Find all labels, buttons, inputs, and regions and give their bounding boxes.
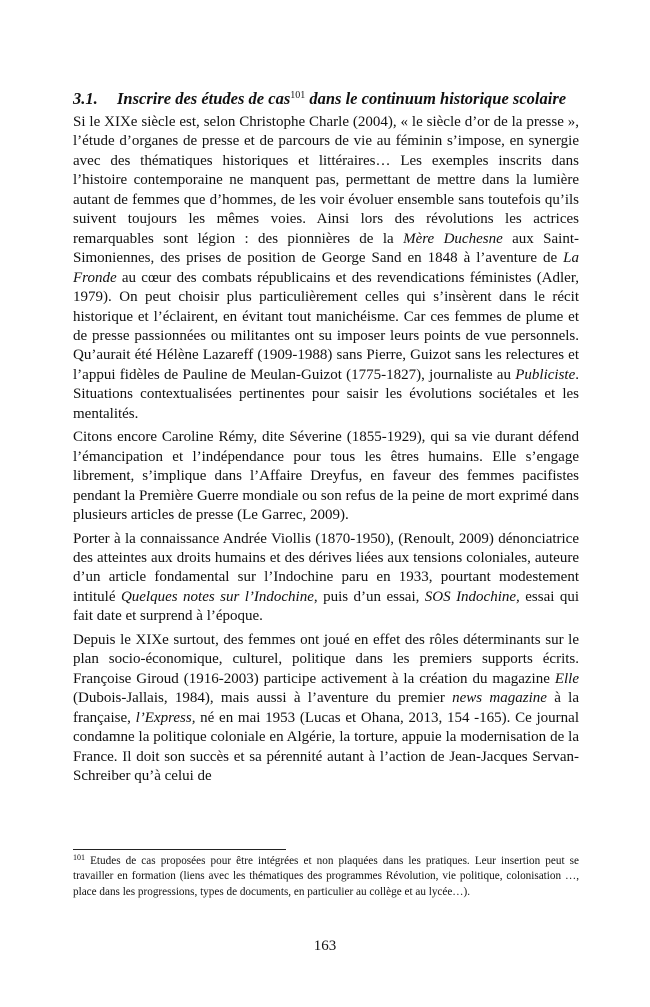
footnote [73, 854, 579, 900]
paragraph [73, 113, 579, 424]
paragraph [73, 530, 579, 627]
section-title-end: dans le continuum historique scolaire [305, 89, 567, 108]
text-run: Si le XIXe siècle est, selon Christophe Charle (2004), « le siècle d’or de la presse », l’étude d’organes de presse et de parcours de vie au féminin s’impose, en synergie avec des thématiques historiques et littéraires… Les exemples inscrits dans l’histoire contemporaine ne manquent pas, permettant de mettre dans la lumière autant de femmes que d’hommes, de les voir évoluer ensemble sans toutefois qu’ils suivent toujours les mêmes voies. Ainsi lors des révolutions les actrices remarquables sont légion : des pionnières de la [73, 114, 579, 247]
text-run: , puis d’un essai, [313, 588, 425, 605]
section-title [117, 88, 566, 109]
footnote-number: 101 [73, 853, 85, 862]
text-run: . Situations contextualisées pertinentes pour saisir les évolutions sociétales et les mentalités. [73, 366, 579, 422]
page-content [73, 88, 579, 790]
footnote-text: Etudes de cas proposées pour être intégrées et non plaquées dans les pratiques. Leur insertion peut se travailler en formation (liens avec les thématiques des programmes Révolution, vie politique, colonisation …, place dans les progressions, types de documents, en particulier au collège et au lycée…). [73, 855, 579, 898]
text-run: à la française, [73, 690, 579, 726]
text-run: Porter à la connaissance Andrée Viollis (1870-1950), (Renoult, 2009) dénonciatrice des atteintes aux droits humains et des dérives liées aux tensions coloniales, auteure d’un article fondamental sur l’Indochine paru en 1933, pourtant modestement intitulé [73, 530, 579, 605]
section-heading [73, 88, 579, 109]
section-title-start: Inscrire des études de cas [117, 89, 291, 108]
text-run: né en mai 1953 (Lucas et Ohana, 2013, 154 -165). Ce journal condamne la politique coloniale en Algérie, la torture, appuie la modernisation de la France. Il doit son succès et sa pérennité autant à l’action de Jean-Jacques Servan-Schreiber qu’à celui de [73, 709, 579, 784]
text-run: Depuis le XIXe surtout, des femmes ont joué en effet des rôles déterminants sur le plan socio-économique, culturel, politique dans les premiers supports écrits. Françoise Giroud (1916-2003) participe activement à la création du magazine [73, 631, 579, 687]
text-run: aux Saint-Simoniennes, des prises de position de George Sand en 1848 à l’aventure de [73, 230, 580, 267]
paragraph [73, 631, 579, 787]
italic-text: Publiciste [515, 366, 576, 383]
italic-text: Quelques notes sur l’Indochine [120, 588, 314, 605]
text-run: essai qui fait date et surprend à l’époque. [73, 588, 579, 625]
text-run: (Dubois-Jallais, 1984), mais aussi à l’aventure du premier [73, 690, 453, 707]
italic-text: La Fronde [73, 250, 579, 286]
body-text [73, 113, 579, 786]
text-run: au cœur des combats républicains et des revendications féministes (Adler, 1979). On peut choisir plus particulièrement celles qui s’insèrent dans le récit historique et l’éclairent, en évitant tout manichéisme. Car ces femmes de plume et de presse passionnées ou militantes ont su imposer leurs points de vue personnels. Qu’aurait été Hélène Lazareff (1909-1988) sans Pierre, Guizot sans les relectures et l’appui fidèles de Pauline de Meulan-Guizot (1775-1827), journaliste au [73, 269, 579, 383]
italic-text: SOS Indochine, [424, 588, 520, 605]
italic-text: news magazine [452, 690, 547, 707]
page-number: 163 [313, 938, 337, 954]
footnote-reference[interactable]: 101 [290, 90, 306, 101]
section-number: 3.1. [73, 89, 98, 108]
italic-text: Elle [554, 670, 579, 687]
paragraph [73, 428, 579, 525]
italic-text: l’Express, [135, 709, 196, 726]
footnote-divider [73, 849, 286, 850]
italic-text: Mère Duchesne [403, 230, 503, 247]
text-run: Citons encore Caroline Rémy, dite Séverine (1855-1929), qui sa vie durant défend l’émancipation et l’indépendance pour tous les êtres humains. Elle s’engage librement, s’implique dans l’Affaire Dreyfus, en faveur des femmes pacifistes pendant la Première Guerre mondiale ou son refus de la peine de mort exprimé dans plusieurs articles de presse (Le Garrec, 2009). [73, 429, 579, 524]
